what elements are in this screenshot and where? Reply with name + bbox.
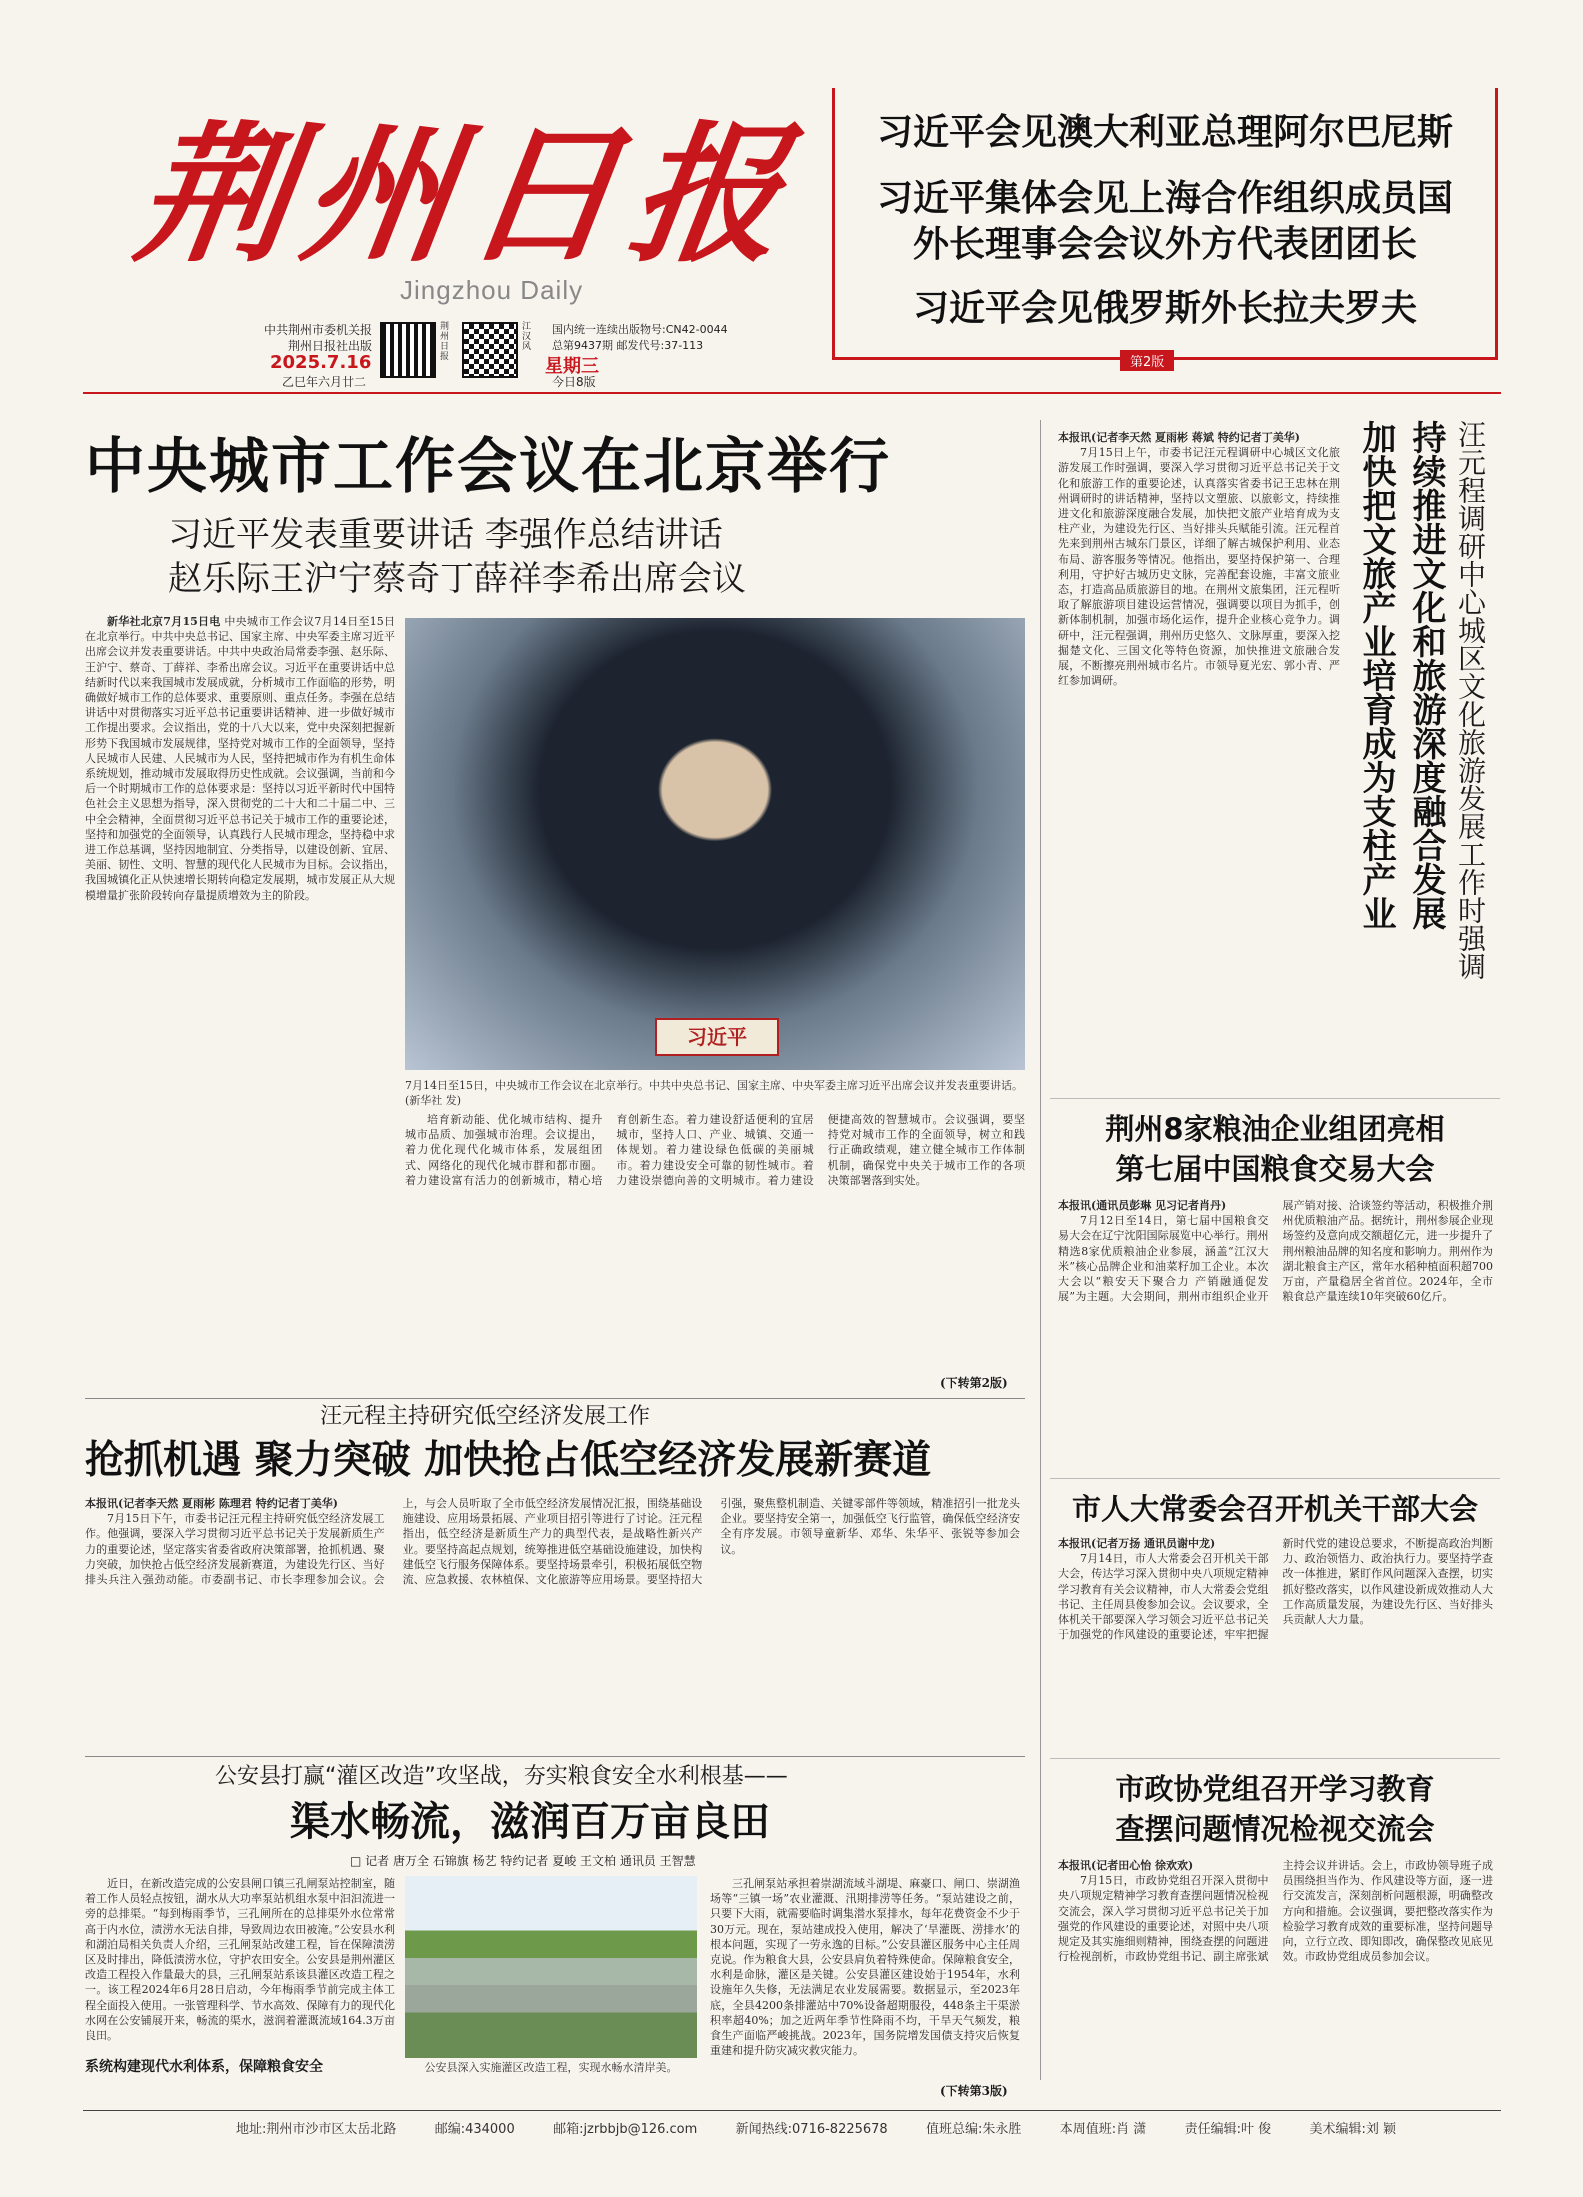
culture-headline-1[interactable]: 持续推进文化和旅游深度融合发展 bbox=[1406, 420, 1446, 930]
lead-byline: 新华社北京7月15日电 bbox=[107, 615, 221, 628]
canal-headline[interactable]: 渠水畅流，滋润百万亩良田 bbox=[290, 1799, 770, 1845]
lead-text-2: 培育新动能、优化城市结构、提升城市品质、加强城市治理。会议提出，着力优化现代化城市体系，发展组团式、网络化的现代化城市群和都市圈。着力建设富有活力的创新城市，精心培育创新生态。着力建设舒适便利的宜居城市，坚持人口、产业、城镇、交通一体规划。着力建设绿色低碳的美丽城市。着力建设安全可靠的韧性城市。着力建设崇德向善的文明城市。着力建设便捷高效的智慧城市。会议强调，要坚持党对城市工作的全面领导，树立和践行正确政绩观，建立健全城市工作体制机制，确保党中央关于城市工作的各项决策部署落到实处。 bbox=[405, 1113, 1025, 1187]
grain-byline: 本报讯(通讯员彭琳 见习记者肖丹) bbox=[1058, 1199, 1227, 1212]
footer-responsible-editor: 责任编辑:叶 俊 bbox=[1184, 2122, 1272, 2137]
canal-kicker: 公安县打赢“灌区改造”攻坚战，夯实粮食安全水利根基—— bbox=[215, 1764, 788, 1789]
lead-headline[interactable]: 中央城市工作会议在北京举行 bbox=[85, 432, 891, 502]
org-line-1: 中共荆州市委机关报 bbox=[263, 323, 372, 337]
masthead-divider bbox=[83, 392, 1501, 394]
lead-photo-credit: (新华社 发) bbox=[405, 1094, 462, 1107]
footer-rule bbox=[83, 2110, 1501, 2111]
qr-code-icon bbox=[462, 322, 518, 378]
masthead-org bbox=[262, 322, 372, 354]
culture-headline-2[interactable]: 加快把文旅产业培育成为支柱产业 bbox=[1356, 420, 1396, 930]
lead-photo bbox=[405, 618, 1025, 1070]
page-tag[interactable]: 第2版 bbox=[1120, 350, 1174, 371]
lunar-date: 乙巳年六月廿二 bbox=[282, 375, 367, 389]
lead-photo-caption-text: 7月14日至15日，中央城市工作会议在北京举行。中共中央总书记、国家主席、中央军委主席习近平出席会议并发表重要讲话。 bbox=[405, 1079, 1023, 1092]
npc-headline[interactable]: 市人大常委会召开机关干部大会 bbox=[1071, 1492, 1478, 1526]
npc-text bbox=[1058, 1536, 1493, 1748]
cppcc-text-body: 7月15日，市政协党组召开深入贯彻中央八项规定精神学习教育查摆问题情况检视交流会，深入学习贯彻习近平总书记关于加强党的作风建设的重要论述，对照中央八项规定及其实施细则精神，围绕查摆的问题进行检视剖析，市政协党组书记、副主席张斌主持会议并讲话。会上，市政协领导班子成员围绕担当作为、作风建设等方面，逐一进行交流发言，深刻剖析问题根源，明确整改方向和措施。会议强调，要把整改落实作为检验学习教育成效的重要标准，坚持问题导向，立行立改、即知即改，确保整改见底见效。市政协党组成员参加会议。 bbox=[1058, 1859, 1493, 1964]
canal-byline: □ 记者 唐万全 石锦旗 杨艺 特约记者 夏峻 王文柏 通讯员 王智慧 bbox=[350, 1854, 696, 1868]
canal-photo bbox=[405, 1876, 697, 2058]
grain-text bbox=[1058, 1198, 1493, 1464]
lowalt-text-body: 7月15日下午，市委书记汪元程主持研究低空经济发展工作。他强调，要深入学习贯彻习近平总书记关于发展新质生产力的重要论述，坚定落实省委省政府决策部署，抢抓机遇、聚力突破，加快抢占低空经济发展新赛道，为建设先行区、当好排头兵注入强劲动能。市委副书记、市长李理参加会议。会上，与会人员听取了全市低空经济发展情况汇报，围绕基础设施建设、应用场景拓展、产业项目招引等进行了讨论。汪元程指出，低空经济是新质生产力的典型代表，是战略性新兴产业。要坚持高起点规划，统筹推进低空基础设施建设，加快构建低空飞行服务保障体系。要坚持场景牵引，积极拓展低空物流、应急救援、农林植保、文化旅游等应用场景。要坚持招大引强，聚焦整机制造、关键零部件等领域，精准招引一批龙头企业。要坚持安全第一，加强低空飞行监管，确保低空经济安全有序发展。市领导童新华、邓华、朱华平、张锐等参加会议。 bbox=[85, 1497, 1020, 1587]
footer-hotline: 新闻热线:0716-8225678 bbox=[735, 2122, 888, 2137]
grain-headline-1[interactable]: 荆州8家粮油企业组团亮相 bbox=[1105, 1112, 1445, 1146]
cppcc-text bbox=[1058, 1858, 1493, 2078]
canal-photo-caption: 公安县深入实施灌区改造工程，实现水畅水清岸美。 bbox=[424, 2061, 678, 2074]
footer-zip: 邮编:434000 bbox=[434, 2122, 515, 2137]
cppcc-headline-1[interactable]: 市政协党组召开学习教育 bbox=[1115, 1772, 1435, 1806]
issue-number: 总第9437期 邮发代号:37-113 bbox=[552, 339, 704, 352]
lowalt-byline: 本报讯(记者李天然 夏雨彬 陈理君 特约记者丁美华) bbox=[85, 1497, 338, 1510]
page-count: 今日8版 bbox=[552, 375, 596, 389]
culture-byline: 本报讯(记者李天然 夏雨彬 蒋斌 特约记者丁美华) bbox=[1058, 431, 1300, 444]
section-divider bbox=[1050, 1758, 1500, 1759]
canal-continue[interactable]: (下转第3版) bbox=[940, 2084, 1008, 2098]
masthead-title: 荆州日报 bbox=[127, 107, 809, 283]
section-divider bbox=[85, 1398, 1025, 1399]
qr-code-icon bbox=[380, 322, 436, 378]
lead-photo-caption bbox=[405, 1078, 1025, 1108]
issue-date: 2025.7.16 bbox=[270, 352, 372, 373]
cn-code: 国内统一连续出版物号:CN42-0044 bbox=[552, 323, 728, 336]
npc-byline: 本报讯(记者万扬 通讯员谢中龙) bbox=[1058, 1537, 1216, 1550]
grain-text-body: 7月12日至14日，第七届中国粮食交易大会在辽宁沈阳国际展览中心举行。荆州精选8家优质粮油企业参展，涵盖“江汉大米”核心品牌企业和油菜籽加工企业。本次大会以“粮安天下聚合力 产销融通促发展”为主题。大会期间，荆州市组织企业开展产销对接、洽谈签约等活动，积极推介荆州优质粮油产品。据统计，荆州参展企业现场签约及意向成交额超亿元，进一步提升了荆州粮油品牌的知名度和影响力。荆州作为湖北粮食主产区，常年水稻种植面积超700万亩，产量稳居全省首位。2024年，全市粮食总产量连续10年突破60亿斤。 bbox=[1058, 1199, 1493, 1304]
lead-continue[interactable]: (下转第2版) bbox=[940, 1376, 1008, 1390]
top-headline-2b[interactable]: 外长理事会会议外方代表团团长 bbox=[912, 224, 1417, 265]
top-headline-2[interactable]: 习近平集体会见上海合作组织成员国 bbox=[876, 178, 1453, 219]
lowalt-text bbox=[85, 1496, 1020, 1748]
section-divider bbox=[85, 1756, 1025, 1757]
grain-headline-2[interactable]: 第七届中国粮食交易大会 bbox=[1115, 1152, 1435, 1186]
culture-kicker: 汪元程调研中心城区文化旅游发展工作时强调 bbox=[1454, 420, 1487, 980]
top-headline-1[interactable]: 习近平会见澳大利亚总理阿尔巴尼斯 bbox=[876, 112, 1453, 153]
top-headlines-box bbox=[832, 88, 1498, 358]
masthead-english-title: Jingzhou Daily bbox=[400, 275, 584, 305]
footer bbox=[236, 2118, 1396, 2137]
qr1-label: 荆州日报 bbox=[440, 322, 450, 362]
lead-text-cols bbox=[405, 1112, 1025, 1372]
lead-subhead-1: 习近平发表重要讲话 李强作总结讲话 bbox=[168, 515, 723, 555]
nameplate: 习近平 bbox=[655, 1018, 779, 1056]
cppcc-byline: 本报讯(记者田心怡 徐欢欢) bbox=[1058, 1859, 1194, 1872]
top-headline-3[interactable]: 习近平会见俄罗斯外长拉夫罗夫 bbox=[912, 288, 1417, 329]
npc-text-body: 7月14日，市人大常委会召开机关干部大会，传达学习深入贯彻中央八项规定精神学习教育有关会议精神，市人大常委会党组书记、主任周县俊参加会议。会议要求，全体机关干部要深入学习领会习近平总书记关于加强党的作风建设的重要论述，牢牢把握新时代党的建设总要求，不断提高政治判断力、政治领悟力、政治执行力。要坚持学查改一体推进，紧盯作风问题深入查摆，切实抓好整改落实，以作风建设新成效推动人大工作高质量发展，为建设先行区、当好排头兵贡献人大力量。 bbox=[1058, 1537, 1493, 1642]
cppcc-headline-2[interactable]: 查摆问题情况检视交流会 bbox=[1115, 1812, 1435, 1846]
canal-text-1: 近日，在新改造完成的公安县闸口镇三孔闸泵站控制室，随着工作人员轻点按钮，湖水从大功率泵站机组水泵中汩汩流进一旁的总排渠。“每到梅雨季节，三孔闸所在的总排渠外水位常常高于内水位，渍涝水无法自排，导致周边农田被淹。”公安县水利和湖泊局相关负责人介绍，三孔闸泵站改建工程，旨在保障渍涝区及时排出，降低渍涝水位，守护农田安全。公安县是荆州灌区改造工程投入作量最大的县，三孔闸泵站系该县灌区改造工程之一。该工程2024年6月28日启动，今年梅雨季节前完成主体工程全面投入使用。一张管理科学、节水高效、保障有力的现代化水网在公安铺展开来，畅流的渠水，滋润着灌溉流域164.3万亩良田。 bbox=[85, 1877, 395, 2043]
canal-text-col2 bbox=[710, 1876, 1020, 2076]
culture-text-body: 7月15日上午，市委书记汪元程调研中心城区文化旅游发展工作时强调，要深入学习贯彻习近平总书记关于文化和旅游工作的重要论述，认真落实省委书记王忠林在荆州调研时的讲话精神，坚持以文塑旅、以旅彰文，持续推进文化和旅游深度融合发展，加快把文旅产业培育成为支柱产业，为建设先行区、当好排头兵赋能引流。汪元程首先来到荆州古城东门景区，详细了解古城保护利用、业态布局、游客服务等情况。他指出，要坚持保护第一、合理利用，守护好古城历史文脉，完善配套设施，丰富文旅业态，打造高品质旅游目的地。在荆州文旅集团，汪元程听取了解旅游项目建设运营情况，强调要以项目为抓手，创新体制机制，加强市场化运作，提升企业核心竞争力。调研中，汪元程强调，荆州历史悠久、文脉厚重，要深入挖掘楚文化、三国文化等特色资源，加快推进文旅融合发展，不断擦亮荆州城市名片。市领导夏光宏、郭小青、严红参加调研。 bbox=[1058, 446, 1340, 688]
qr2-label: 江汉风 bbox=[522, 322, 532, 352]
footer-chief-editor: 值班总编:朱永胜 bbox=[926, 2122, 1022, 2137]
canal-subhead: 系统构建现代水利体系，保障粮食安全 bbox=[85, 2059, 323, 2075]
column-divider bbox=[1040, 420, 1041, 2080]
culture-text bbox=[1058, 430, 1340, 1030]
lowalt-kicker: 汪元程主持研究低空经济发展工作 bbox=[320, 1404, 651, 1429]
lead-text-1: 中央城市工作会议7月14日至15日在北京举行。中共中央总书记、国家主席、中央军委主席习近平出席会议并发表重要讲话。中共中央政治局常委李强、赵乐际、王沪宁、蔡奇、丁薛祥、李希出席会议。习近平在重要讲话中总结新时代以来我国城市发展成就，分析城市工作面临的形势，明确做好城市工作的总体要求、重要原则、重点任务。李强在总结讲话中对贯彻落实习近平总书记重要讲话精神、进一步做好城市工作提出要求。会议指出，党的十八大以来，党中央深刻把握新形势下我国城市发展规律，坚持党对城市工作的全面领导，坚持人民城市人民建、人民城市为人民，坚持把城市作为有机生命体系统规划，推动城市发展取得历史性成就。会议强调，当前和今后一个时期城市工作的总体要求是：坚持以习近平新时代中国特色社会主义思想为指导，深入贯彻党的二十大和二十届二中、三中全会精神，全面贯彻习近平总书记关于城市工作的重要论述，坚持和加强党的全面领导，认真践行人民城市理念，坚持稳中求进工作总基调，坚持因地制宜、分类指导，以建设创新、宜居、美丽、韧性、文明、智慧的现代化人民城市为目标。会议指出，我国城镇化正从快速增长期转向稳定发展期，城市发展正从大规模增量扩张阶段转向存量提质增效为主的阶段。 bbox=[85, 615, 395, 902]
section-divider bbox=[1050, 1478, 1500, 1479]
footer-duty-editor: 本周值班:肖 潇 bbox=[1059, 2122, 1147, 2137]
footer-address: 地址:荆州市沙市区太岳北路 bbox=[236, 2122, 397, 2137]
publication-info bbox=[552, 322, 728, 354]
footer-art-editor: 美术编辑:刘 颖 bbox=[1309, 2122, 1396, 2137]
section-divider bbox=[1050, 1098, 1500, 1099]
org-line-2: 荆州日报社出版 bbox=[287, 339, 372, 353]
weekday: 星期三 bbox=[545, 356, 599, 377]
footer-email[interactable]: 邮箱:jzrbbjb@126.com bbox=[553, 2122, 698, 2137]
lead-subhead-2: 赵乐际王沪宁蔡奇丁薛祥李希出席会议 bbox=[168, 559, 746, 599]
lowalt-headline[interactable]: 抢抓机遇 聚力突破 加快抢占低空经济发展新赛道 bbox=[85, 1438, 932, 1483]
canal-text-col1 bbox=[85, 1876, 395, 2054]
canal-text-2: 三孔闸泵站承担着崇湖流域斗湖堤、麻豪口、闸口、崇湖渔场等“三镇一场”农业灌溉、汛期排涝等任务。“泵站建设之前，只要下大雨，就需要临时调集潜水泵排水，每年花费资金不少于30万元。现在，泵站建成投入使用，解决了‘旱灌既、涝排水’的根本问题，实现了一劳永逸的目标。”公安县灌区服务中心主任周克说。作为粮食大县，公安县肩负着特殊使命。保障粮食安全，水利是命脉，灌区是关键。公安县灌区建设始于1954年，水利设施年久失修，无法满足农业发展需要。数据显示，至2023年底，全县4200条排灌站中70%设备超期服役，448条主干渠淤积率超40%；加之近两年季节性降雨不均，干旱天气频发，粮食生产面临严峻挑战。2023年，国务院增发国债支持灾后恢复重建和提升防灾减灾救灾能力。 bbox=[710, 1877, 1020, 2058]
